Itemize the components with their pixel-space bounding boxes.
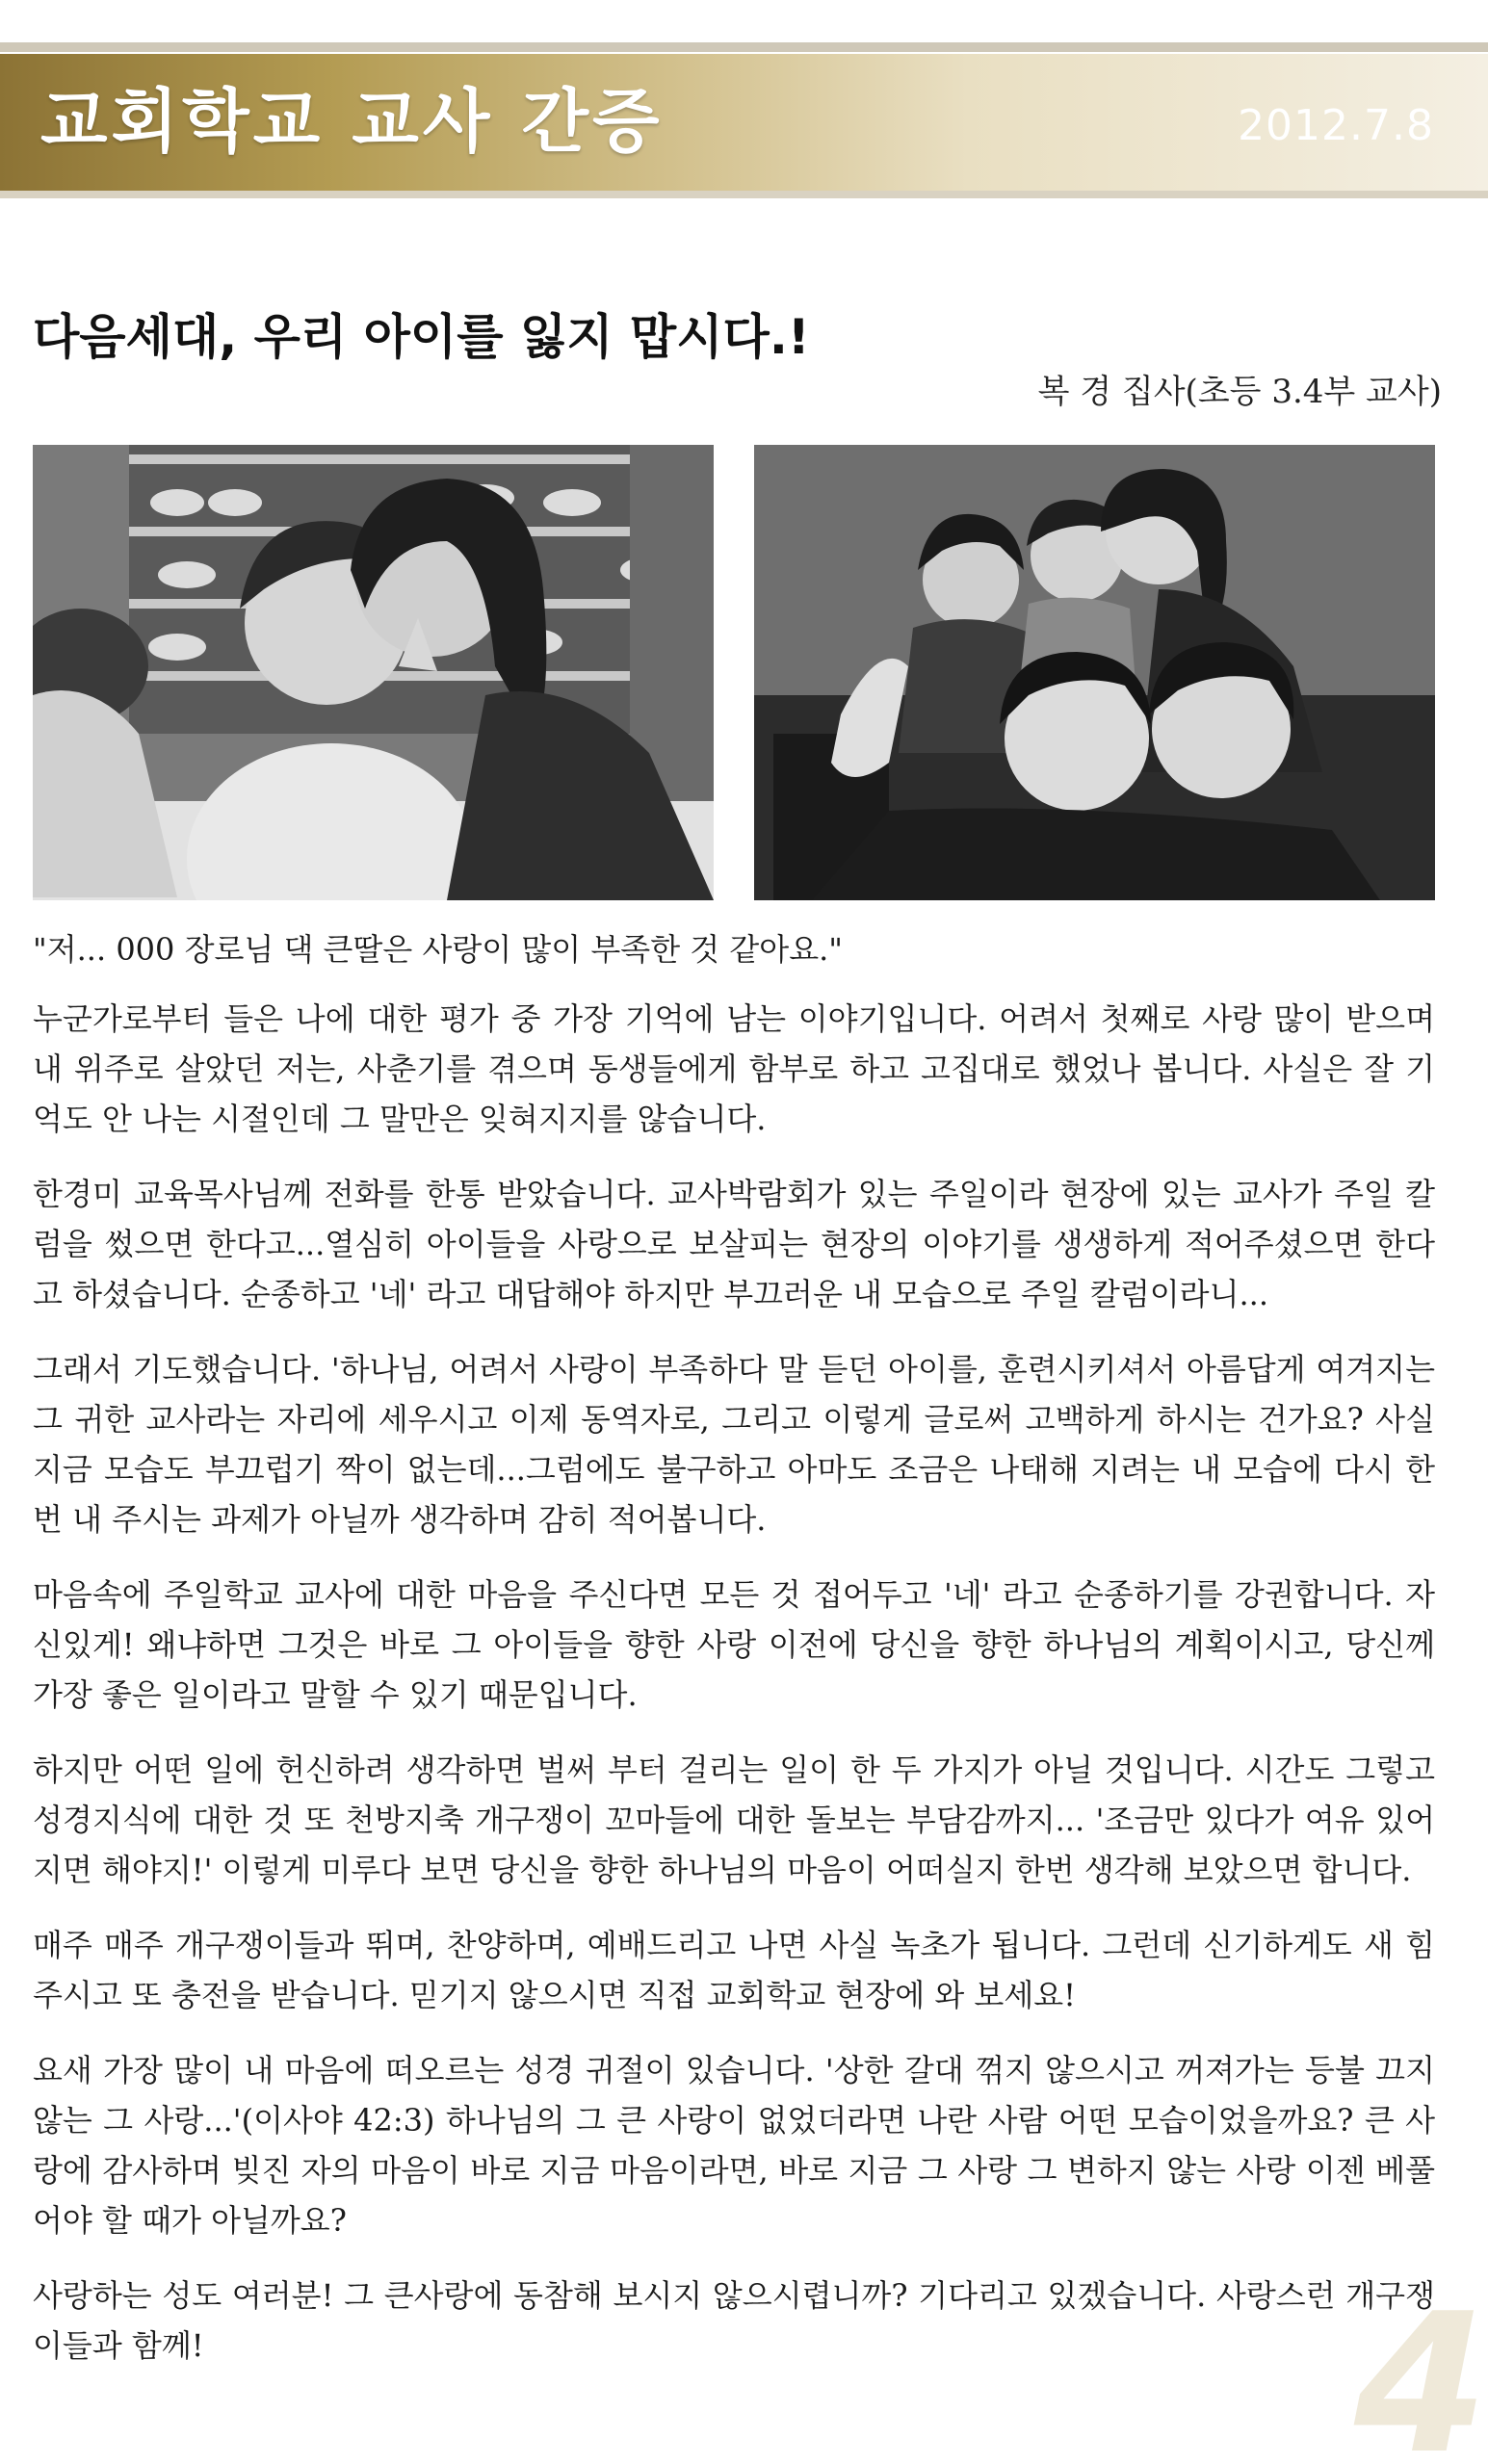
- article-paragraph: 그래서 기도했습니다. '하나님, 어려서 사랑이 부족하다 말 듣던 아이를, 훈련시키셔서 아름답게 여겨지는 그 귀한 교사라는 자리에 세우시고 이제 동역자로, 그리고 이렇게 글로써 고백하게 하시는 건가요? 사실 지금 모습도 부끄럽기 짝이 없는데...그럼에도 불구하고 아마도 조금은 나태해 지려는 내 모습에 다시 한번 내 주시는 과제가 아닐까 생각하며 감히 적어봅니다.: [33, 1351, 1435, 1538]
- teacher-with-children-photo: [754, 445, 1435, 900]
- article-paragraph-quote: "저... 000 장로님 댁 큰딸은 사랑이 많이 부족한 것 같아요.": [33, 931, 843, 968]
- header-bottom-rule: [0, 191, 1488, 198]
- article-paragraph: 하지만 어떤 일에 헌신하려 생각하면 벌써 부터 걸리는 일이 한 두 가지가 아닐 것입니다. 시간도 그렇고 성경지식에 대한 것 또 천방지축 개구쟁이 꼬마들에 대한 돌보는 부담감까지... '조금만 있다가 여유 있어지면 해야지!' 이렇게 미루다 보면 당신을 향한 하나님의 마음이 어떠실지 한번 생각해 보았으면 합니다.: [33, 1751, 1435, 1888]
- article-paragraph: 마음속에 주일학교 교사에 대한 마음을 주신다면 모든 것 접어두고 '네' 라고 순종하기를 강권합니다. 자신있게! 왜냐하면 그것은 바로 그 아이들을 향한 사랑 이전에 당신을 향한 하나님의 계획이시고, 당신께 가장 좋은 일이라고 말할 수 있기 때문입니다.: [33, 1576, 1435, 1713]
- teacher-with-girl-photo: [33, 445, 714, 900]
- issue-date: 2012.7.8: [1238, 101, 1434, 150]
- article-byline: 복 경 집사(초등 3.4부 교사): [1037, 373, 1442, 411]
- article-body: [33, 924, 1435, 2396]
- article-paragraph: 요새 가장 많이 내 마음에 떠오르는 성경 귀절이 있습니다. '상한 갈대 꺾지 않으시고 꺼져가는 등불 끄지 않는 그 사랑...'(이사야 42:3) 하나님의 그 큰 사랑이 없었더라면 나란 사람 어떤 모습이었을까요? 큰 사랑에 감사하며 빚진 자의 마음이 바로 지금 마음이라면, 바로 지금 그 사랑 그 변하지 않는 사랑 이젠 베풀어야 할 때가 아닐까요?: [33, 2052, 1435, 2239]
- article-paragraph: 누군가로부터 들은 나에 대한 평가 중 가장 기억에 남는 이야기입니다. 어려서 첫째로 사랑 많이 받으며 내 위주로 살았던 저는, 사춘기를 겪으며 동생들에게 함부로 하고 고집대로 했었나 봅니다. 사실은 잘 기억도 안 나는 시절인데 그 말만은 잊혀지지를 않습니다.: [33, 1000, 1435, 1137]
- top-rule: [0, 42, 1488, 52]
- section-title: 교회학교 교사 간증: [40, 81, 664, 162]
- article-paragraph: 사랑하는 성도 여러분! 그 큰사랑에 동참해 보시지 않으시렵니까? 기다리고 있겠습니다. 사랑스런 개구쟁이들과 함께!: [33, 2277, 1435, 2364]
- article-headline: 다음세대, 우리 아이를 잃지 맙시다.!: [33, 309, 810, 365]
- page-number: 4: [1353, 2306, 1488, 2464]
- article-paragraph: 한경미 교육목사님께 전화를 한통 받았습니다. 교사박람회가 있는 주일이라 현장에 있는 교사가 주일 칼럼을 썼으면 한다고...열심히 아이들을 사랑으로 보살피는 현장의 이야기를 생생하게 적어주셨으면 한다고 하셨습니다. 순종하고 '네' 라고 대답해야 하지만 부끄러운 내 모습으로 주일 칼럼이라니...: [33, 1176, 1435, 1312]
- article-paragraph: 매주 매주 개구쟁이들과 뛰며, 찬양하며, 예배드리고 나면 사실 녹초가 됩니다. 그런데 신기하게도 새 힘 주시고 또 충전을 받습니다. 믿기지 않으시면 직접 교회학교 현장에 와 보세요!: [33, 1927, 1435, 2013]
